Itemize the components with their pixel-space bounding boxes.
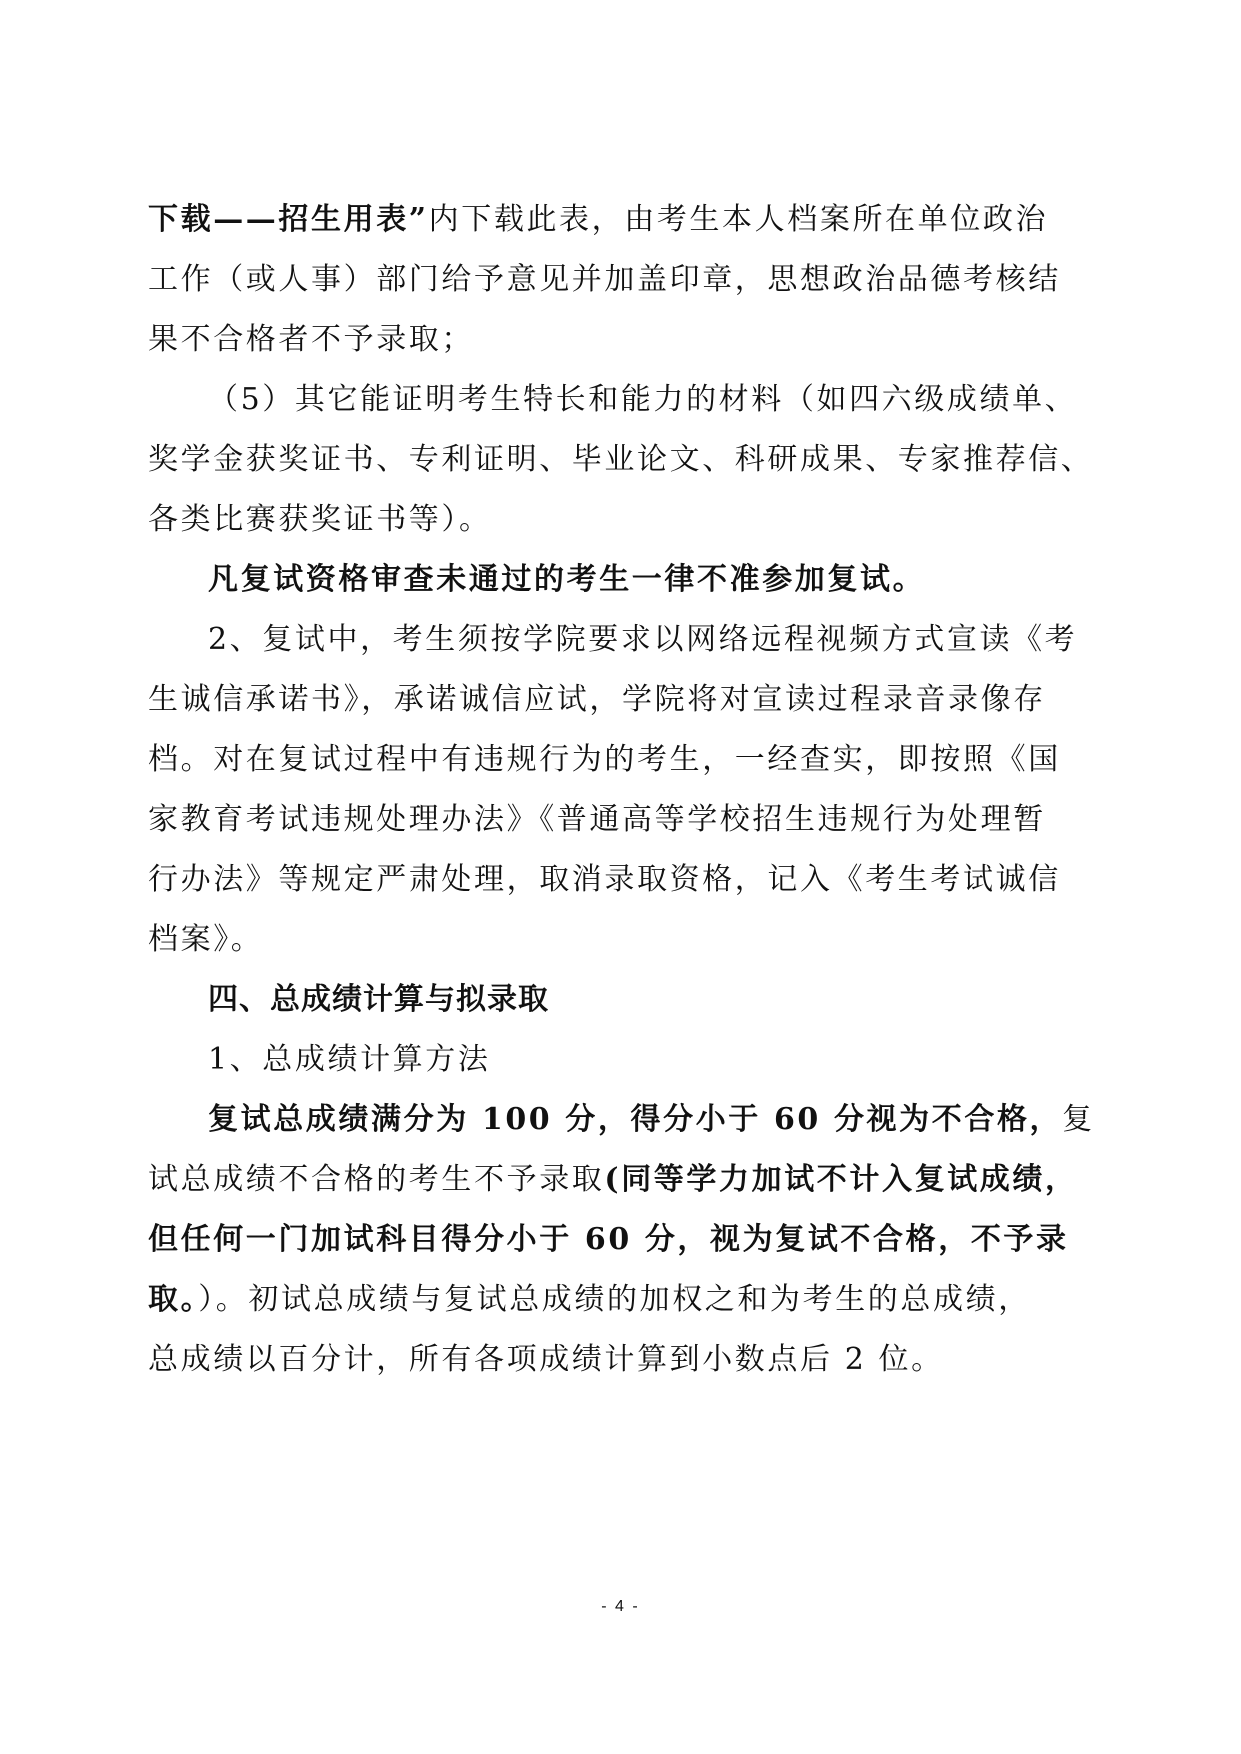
bold-text: 复试总成绩满分为 100 分，得分小于 60 分视为不合格， [208, 1102, 1063, 1137]
bold-text: 下载——招生用表” [148, 202, 429, 237]
body-text: 家教育考试违规处理办法》《普通高等学校招生违规行为处理暂 [148, 802, 1046, 837]
bold-text: 取。 [148, 1282, 199, 1317]
subsection-title [208, 1030, 491, 1090]
body-text: 内下载此表，由考生本人档案所在单位政治 [428, 202, 1049, 237]
section-heading [208, 970, 549, 1030]
paragraph-line [148, 250, 1061, 310]
paragraph-line [148, 1270, 1031, 1330]
body-text: 工作（或人事）部门给予意见并加盖印章，思想政治品德考核结 [148, 262, 1061, 297]
body-text: 生诚信承诺书》，承诺诚信应试，学院将对宣读过程录音录像存 [148, 682, 1046, 717]
body-text: 复 [1062, 1102, 1095, 1137]
body-text: 试总成绩不合格的考生不予录取 [148, 1162, 605, 1197]
paragraph-line [148, 310, 474, 370]
bold-notice [208, 550, 925, 610]
paragraph-line [148, 910, 263, 970]
body-text: 2、复试中，考生须按学院要求以网络远程视频方式宣读《考 [208, 622, 1078, 657]
paragraph-line [148, 730, 1061, 790]
paragraph-line [148, 1210, 1069, 1270]
body-text: ）。初试总成绩与复试总成绩的加权之和为考生的总成绩， [198, 1282, 1031, 1317]
body-text: 奖学金获奖证书、专利证明、毕业论文、科研成果、专家推荐信、 [148, 442, 1094, 477]
body-text: （5）其它能证明考生特长和能力的材料（如四六级成绩单、 [208, 382, 1078, 417]
paragraph-line [208, 610, 1077, 670]
bold-text: (同等学力加试不计入复试成绩， [604, 1162, 1078, 1197]
paragraph-line [148, 490, 492, 550]
paragraph-line [148, 670, 1046, 730]
body-text: 档案》。 [148, 922, 264, 957]
paragraph-line [148, 1330, 944, 1390]
body-text: 档。对在复试过程中有违规行为的考生，一经查实，即按照《国 [148, 742, 1061, 777]
page-number: - 4 - [601, 1598, 640, 1615]
bold-text: 但任何一门加试科目得分小于 60 分，视为复试不合格，不予录 [148, 1222, 1069, 1257]
body-text: 1、总成绩计算方法 [208, 1042, 491, 1077]
body-text: 行办法》等规定严肃处理，取消录取资格，记入《考生考试诚信 [148, 862, 1061, 897]
paragraph-line [148, 430, 1093, 490]
bold-text: 凡复试资格审查未通过的考生一律不准参加复试。 [208, 562, 926, 597]
paragraph-line [208, 370, 1077, 430]
paragraph-line [148, 790, 1046, 850]
paragraph-line [148, 190, 1048, 250]
body-text: 各类比赛获奖证书等）。 [148, 502, 492, 537]
body-text: 果不合格者不予录取； [148, 322, 474, 357]
paragraph-line [148, 850, 1061, 910]
heading-text: 四、总成绩计算与拟录取 [208, 982, 549, 1017]
paragraph-line [148, 1150, 1078, 1210]
body-text: 总成绩以百分计，所有各项成绩计算到小数点后 2 位。 [148, 1342, 944, 1377]
paragraph-line [208, 1090, 1095, 1150]
